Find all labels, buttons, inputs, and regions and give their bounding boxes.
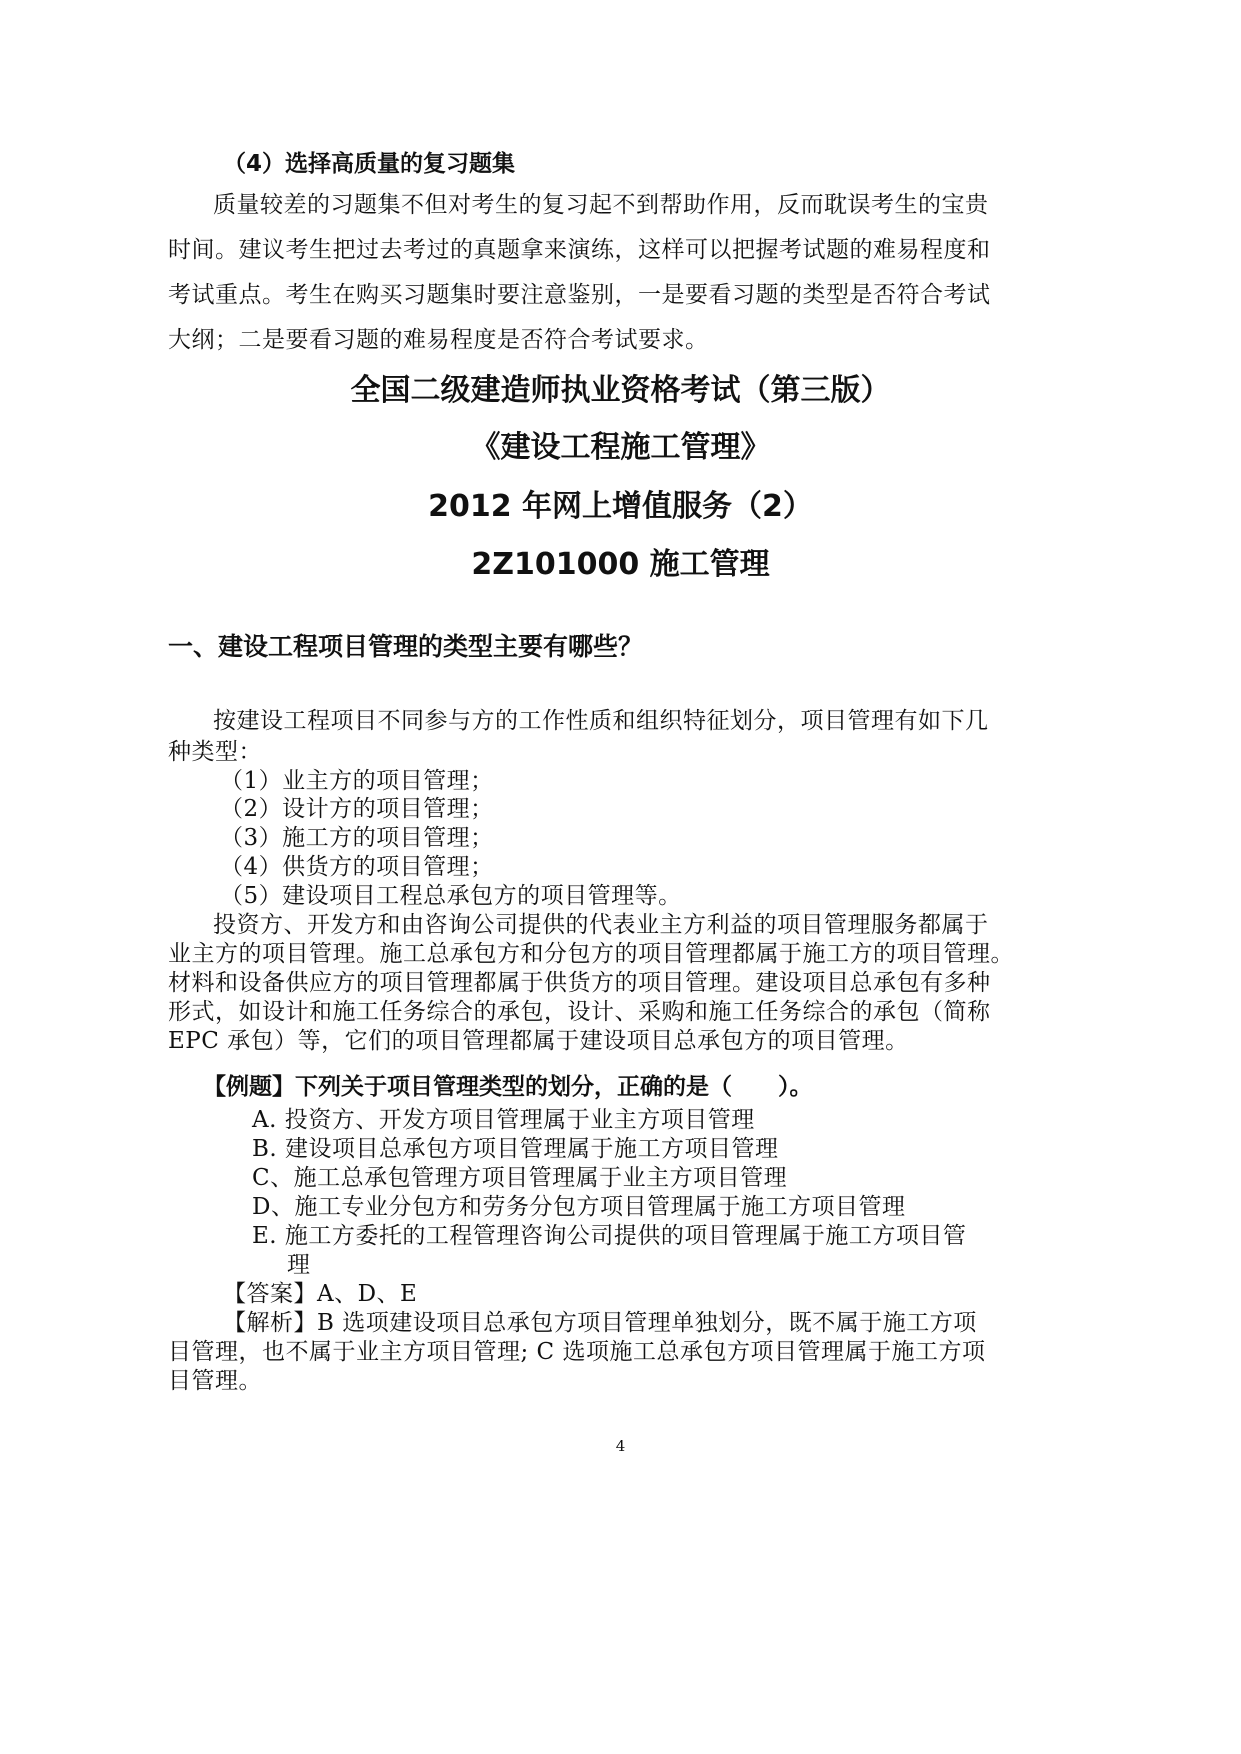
list-item: （2）设计方的项目管理； — [220, 796, 494, 822]
example-option: A. 投资方、开发方项目管理属于业主方项目管理 — [252, 1107, 755, 1133]
example-option-continuation: 理 — [287, 1252, 311, 1278]
section-intro-line: 按建设工程项目不同参与方的工作性质和组织特征划分，项目管理有如下几 — [213, 708, 989, 734]
section-paragraph-line: 材料和设备供应方的项目管理都属于供货方的项目管理。建设项目总承包有多种 — [168, 970, 991, 996]
document-title-line-3: 2012 年网上增值服务（2） — [428, 489, 813, 524]
document-title-line-2: 《建设工程施工管理》 — [470, 430, 771, 465]
document-title-line-1: 全国二级建造师执业资格考试（第三版） — [350, 373, 891, 408]
list-item: （1）业主方的项目管理； — [220, 768, 494, 794]
example-option: B. 建设项目总承包方项目管理属于施工方项目管理 — [252, 1136, 779, 1162]
example-question: 【例题】下列关于项目管理类型的划分，正确的是（ ）。 — [203, 1074, 813, 1100]
example-option: E. 施工方委托的工程管理咨询公司提供的项目管理属于施工方项目管 — [252, 1223, 967, 1249]
list-item: （3）施工方的项目管理； — [220, 825, 494, 851]
section-paragraph-line: 投资方、开发方和由咨询公司提供的代表业主方利益的项目管理服务都属于 — [213, 912, 989, 938]
example-answer: 【答案】A、D、E — [223, 1281, 418, 1307]
intro-paragraph-line: 大纲；二是要看习题的难易程度是否符合考试要求。 — [168, 327, 709, 353]
example-analysis-line: 目管理。 — [168, 1368, 262, 1394]
list-item: （5）建设项目工程总承包方的项目管理等。 — [220, 883, 682, 909]
intro-paragraph-line: 质量较差的习题集不但对考生的复习起不到帮助作用，反而耽误考生的宝贵 — [213, 192, 989, 218]
section-paragraph-line: 形式，如设计和施工任务综合的承包，设计、采购和施工任务综合的承包（简称 — [168, 999, 991, 1025]
section-paragraph-line: 业主方的项目管理。施工总承包方和分包方的项目管理都属于施工方的项目管理。 — [168, 941, 1014, 967]
intro-paragraph-line: 考试重点。考生在购买习题集时要注意鉴别，一是要看习题的类型是否符合考试 — [168, 282, 991, 308]
document-title-line-4: 2Z101000 施工管理 — [471, 547, 770, 582]
page-number: 4 — [615, 1437, 626, 1455]
example-analysis-line: 目管理，也不属于业主方项目管理; C 选项施工总承包方项目管理属于施工方项 — [168, 1339, 986, 1365]
example-analysis-line: 【解析】B 选项建设项目总承包方项目管理单独划分，既不属于施工方项 — [223, 1310, 977, 1336]
intro-subheading: （4）选择高质量的复习题集 — [223, 151, 516, 177]
list-item: （4）供货方的项目管理； — [220, 854, 494, 880]
intro-paragraph-line: 时间。建议考生把过去考过的真题拿来演练，这样可以把握考试题的难易程度和 — [168, 237, 991, 263]
section-heading: 一、建设工程项目管理的类型主要有哪些？ — [168, 632, 644, 661]
example-option: D、施工专业分包方和劳务分包方项目管理属于施工方项目管理 — [252, 1194, 906, 1220]
section-paragraph-line: EPC 承包）等，它们的项目管理都属于建设项目总承包方的项目管理。 — [168, 1028, 909, 1054]
section-intro-line: 种类型： — [168, 739, 262, 765]
example-option: C、施工总承包管理方项目管理属于业主方项目管理 — [252, 1165, 788, 1191]
